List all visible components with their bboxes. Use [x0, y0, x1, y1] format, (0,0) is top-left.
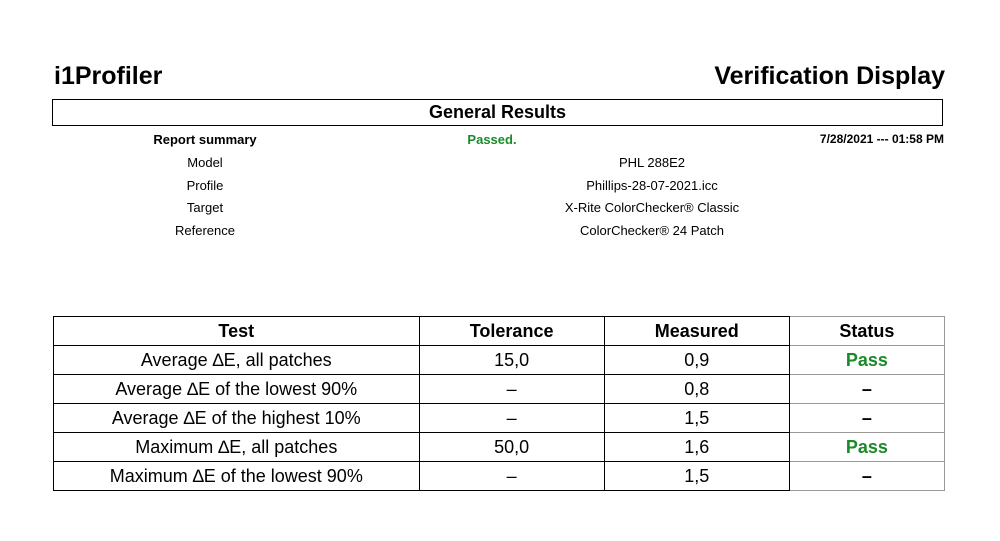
detail-label: Profile [186, 178, 224, 193]
cell-tolerance: – [419, 462, 604, 491]
cell-test: Average ∆E, all patches [54, 346, 420, 375]
cell-status: – [789, 462, 944, 491]
cell-tolerance: – [419, 375, 604, 404]
table-row [54, 433, 945, 462]
table-row [54, 404, 945, 433]
cell-tolerance: 50,0 [419, 433, 604, 462]
header-tolerance: Tolerance [419, 317, 604, 346]
cell-measured: 1,5 [604, 404, 789, 433]
summary-row [0, 132, 1000, 150]
cell-tolerance: – [419, 404, 604, 433]
cell-measured: 0,8 [604, 375, 789, 404]
cell-test: Average ∆E of the highest 10% [54, 404, 420, 433]
detail-value: Phillips-28-07-2021.icc [586, 178, 718, 193]
detail-value: PHL 288E2 [618, 155, 685, 170]
results-table [53, 316, 945, 491]
cell-status: Pass [789, 346, 944, 375]
cell-status: – [789, 375, 944, 404]
cell-test: Maximum ∆E, all patches [54, 433, 420, 462]
table-row [54, 346, 945, 375]
app-title: i1Profiler [54, 62, 163, 90]
detail-row-profile [0, 178, 1000, 196]
detail-value: ColorChecker® 24 Patch [580, 223, 724, 238]
section-title: General Results [428, 102, 567, 122]
detail-row-model [0, 155, 1000, 173]
summary-label: Report summary [153, 132, 257, 147]
cell-test: Maximum ∆E of the lowest 90% [54, 462, 420, 491]
header-status: Status [789, 317, 944, 346]
detail-row-target [0, 200, 1000, 218]
cell-measured: 1,6 [604, 433, 789, 462]
detail-row-reference [0, 223, 1000, 241]
cell-measured: 1,5 [604, 462, 789, 491]
report-title: Verification Display [714, 62, 945, 90]
header-test: Test [54, 317, 420, 346]
cell-measured: 0,9 [604, 346, 789, 375]
detail-value: X-Rite ColorChecker® Classic [564, 200, 740, 215]
table-row [54, 462, 945, 491]
cell-status: – [789, 404, 944, 433]
general-results-header [52, 99, 943, 126]
cell-tolerance: 15,0 [419, 346, 604, 375]
table-header-row [54, 317, 945, 346]
cell-status: Pass [789, 433, 944, 462]
detail-label: Model [187, 155, 223, 170]
summary-status: Passed. [467, 132, 517, 147]
table-row [54, 375, 945, 404]
report-date: 7/28/2021 --- 01:58 PM [819, 132, 944, 146]
detail-label: Target [186, 200, 224, 215]
header-measured: Measured [604, 317, 789, 346]
detail-label: Reference [175, 223, 235, 238]
cell-test: Average ∆E of the lowest 90% [54, 375, 420, 404]
